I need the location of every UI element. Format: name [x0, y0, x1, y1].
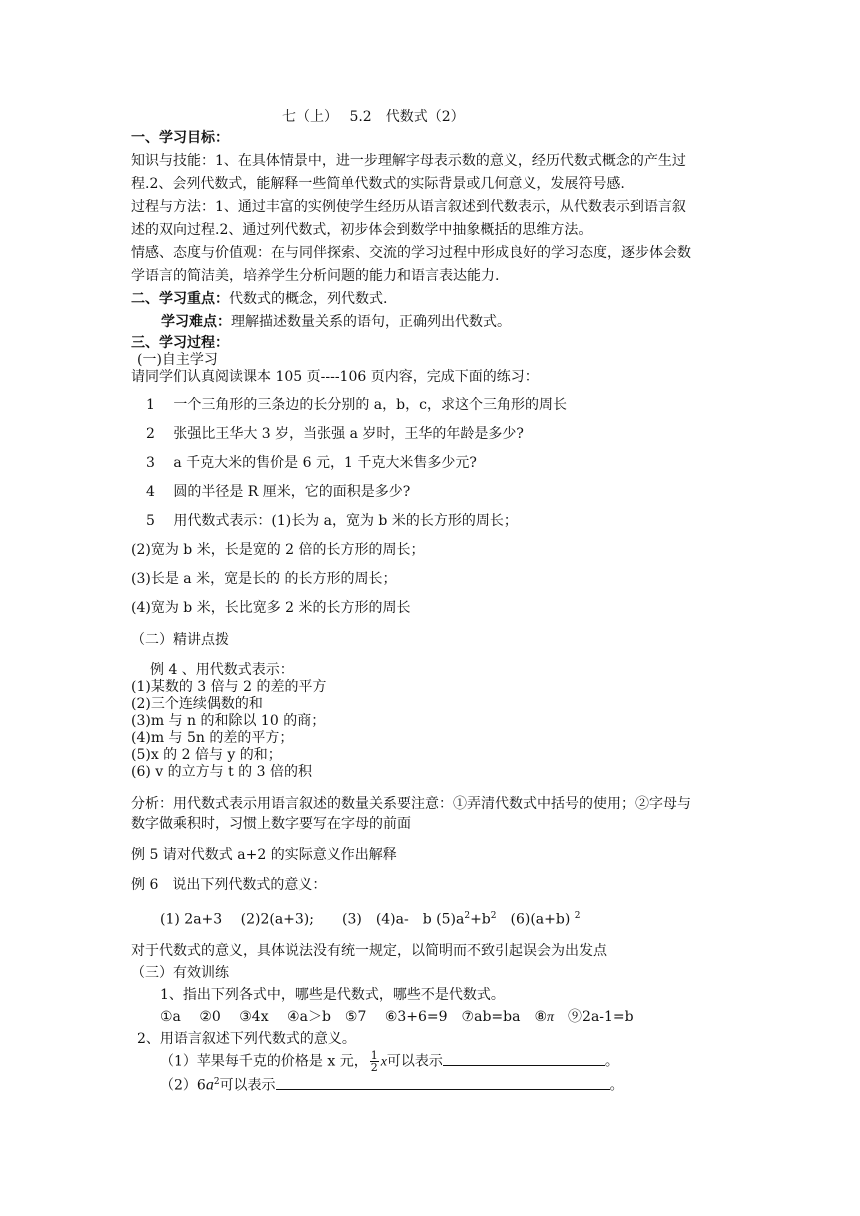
- example-4-item: (5)x 的 2 倍与 y 的和；: [131, 747, 282, 763]
- exponent: 2: [574, 911, 581, 921]
- example-4-item: (4)m 与 5n 的差的平方；: [131, 730, 294, 746]
- expr-part: (1) 2a+3 (2)2(a+3); (3) (4)a- b (5)a: [160, 911, 465, 928]
- question-5-part-2: (2)宽为 b 米，长是宽的 2 倍的长方形的周长；: [131, 542, 425, 558]
- goal-line: 过程与方法：1、通过丰富的实例使学生经历从语言叙述到代数表示，从代数表示到语言叙: [131, 199, 686, 215]
- question-3: 3 a 千克大米的售价是 6 元，1 千克大米售多少元?: [146, 455, 477, 471]
- fraction-one-half: [370, 1050, 379, 1073]
- example-4-item: (2)三个连续偶数的和: [131, 696, 263, 712]
- items-part: ①a ②0 ③4x ④a＞b ⑤7 ⑥3+6=9 ⑦ab=ba ⑧: [160, 1009, 548, 1025]
- subsection-2-title: （二）精讲点拨: [131, 632, 229, 648]
- analysis-line: 数字做乘积时，习惯上数字要写在字母的前面: [131, 816, 411, 832]
- goal-line: 知识与技能：1、在具体情景中，进一步理解字母表示数的意义，经历代数式概念的产生过: [131, 153, 686, 169]
- question-2: 2 张强比王华大 3 岁，当张强 a 岁时，王华的年龄是多少?: [146, 426, 524, 442]
- training-2-item-1: [160, 1050, 619, 1073]
- period: 。: [604, 1053, 619, 1070]
- variable-a: a: [205, 1076, 214, 1094]
- period: 。: [609, 1077, 624, 1094]
- fraction-numerator: 1: [370, 1049, 378, 1062]
- example-4-item: (1)某数的 3 倍与 2 的差的平方: [131, 679, 327, 695]
- exponent: 2: [490, 911, 497, 921]
- fraction-denominator: 2: [370, 1061, 378, 1074]
- difficulty-line: [161, 313, 511, 331]
- question-5-part-3: (3)长是 a 米，宽是长的 的长方形的周长；: [131, 571, 397, 587]
- variable-x: x: [380, 1054, 387, 1070]
- item-text: 可以表示: [386, 1053, 443, 1070]
- question-1: 1 一个三角形的三条边的长分别的 a，b，c，求这个三角形的周长: [146, 397, 567, 413]
- analysis-line: 分析：用代数式表示用语言叙述的数量关系要注意：①弄清代数式中括号的使用；②字母与: [131, 796, 691, 812]
- subsection-3-title: （三）有效训练: [131, 965, 229, 981]
- items-part: ⑨2a-1=b: [554, 1009, 634, 1025]
- expr-part: +b: [470, 911, 491, 928]
- section-1-heading: 一、学习目标：: [131, 130, 229, 146]
- answer-blank[interactable]: [443, 1051, 605, 1066]
- question-5: 5 用代数式表示：(1)长为 a，宽为 b 米的长方形的周长；: [146, 513, 518, 529]
- example-6-expressions: [160, 907, 580, 929]
- answer-blank[interactable]: [276, 1075, 610, 1090]
- subsection-1-title: (一)自主学习: [137, 352, 218, 368]
- training-2: 2、用语言叙述下列代数式的意义。: [137, 1031, 356, 1047]
- page-title: 七（上） 5.2 代数式（2）: [282, 109, 465, 125]
- example-4-item: (3)m 与 n 的和除以 10 的商；: [131, 713, 326, 729]
- difficulty-label: 学习难点：: [161, 314, 231, 330]
- example-4-title: 例 4 、用代数式表示：: [150, 662, 294, 678]
- meaning-note: 对于代数式的意义，具体说法没有统一规定，以简明而不致引起误会为出发点: [131, 943, 607, 959]
- training-2-item-2: [160, 1073, 624, 1095]
- reading-instruction: 请同学们认真阅读课本 105 页----106 页内容，完成下面的练习：: [131, 369, 539, 385]
- exponent: 2: [213, 1077, 220, 1087]
- key-points-line: [131, 290, 387, 308]
- item-text: （1）苹果每千克的价格是 x 元，: [160, 1053, 368, 1070]
- goal-line: 程.2、会列代数式，能解释一些简单代数式的实际背景或几何意义，发展符号感.: [131, 176, 625, 192]
- example-6-title: 例 6 说出下列代数式的意义：: [131, 877, 327, 893]
- example-4-item: (6) v 的立方与 t 的 3 倍的积: [131, 764, 312, 780]
- exponent: 2: [464, 911, 471, 921]
- goal-line: 述的双向过程.2、通过列代数式，初步体会到数学中抽象概括的思维方法。: [131, 222, 593, 238]
- expr-part: (6)(a+b): [496, 911, 575, 928]
- section-3-heading: 三、学习过程：: [131, 335, 229, 351]
- difficulty-text: 理解描述数量关系的语句，正确列出代数式。: [231, 314, 511, 330]
- goal-line: 学语言的简洁美，培养学生分析问题的能力和语言表达能力.: [131, 268, 500, 284]
- training-1-items: [160, 1008, 634, 1027]
- example-5: 例 5 请对代数式 a+2 的实际意义作出解释: [131, 847, 397, 863]
- goal-line: 情感、态度与价值观：在与同伴探索、交流的学习过程中形成良好的学习态度，逐步体会数: [131, 245, 691, 261]
- item-text: 可以表示: [219, 1077, 276, 1094]
- question-5-part-4: (4)宽为 b 米，长比宽多 2 米的长方形的周长: [131, 600, 411, 616]
- section-2-heading: 二、学习重点：: [131, 291, 229, 307]
- pi-symbol: π: [547, 1010, 555, 1025]
- training-1: 1、指出下列各式中，哪些是代数式，哪些不是代数式。: [160, 987, 505, 1003]
- key-points-text: 代数式的概念，列代数式.: [229, 291, 388, 307]
- item-text: （2）6: [160, 1077, 206, 1094]
- question-4: 4 圆的半径是 R 厘米，它的面积是多少?: [146, 484, 411, 500]
